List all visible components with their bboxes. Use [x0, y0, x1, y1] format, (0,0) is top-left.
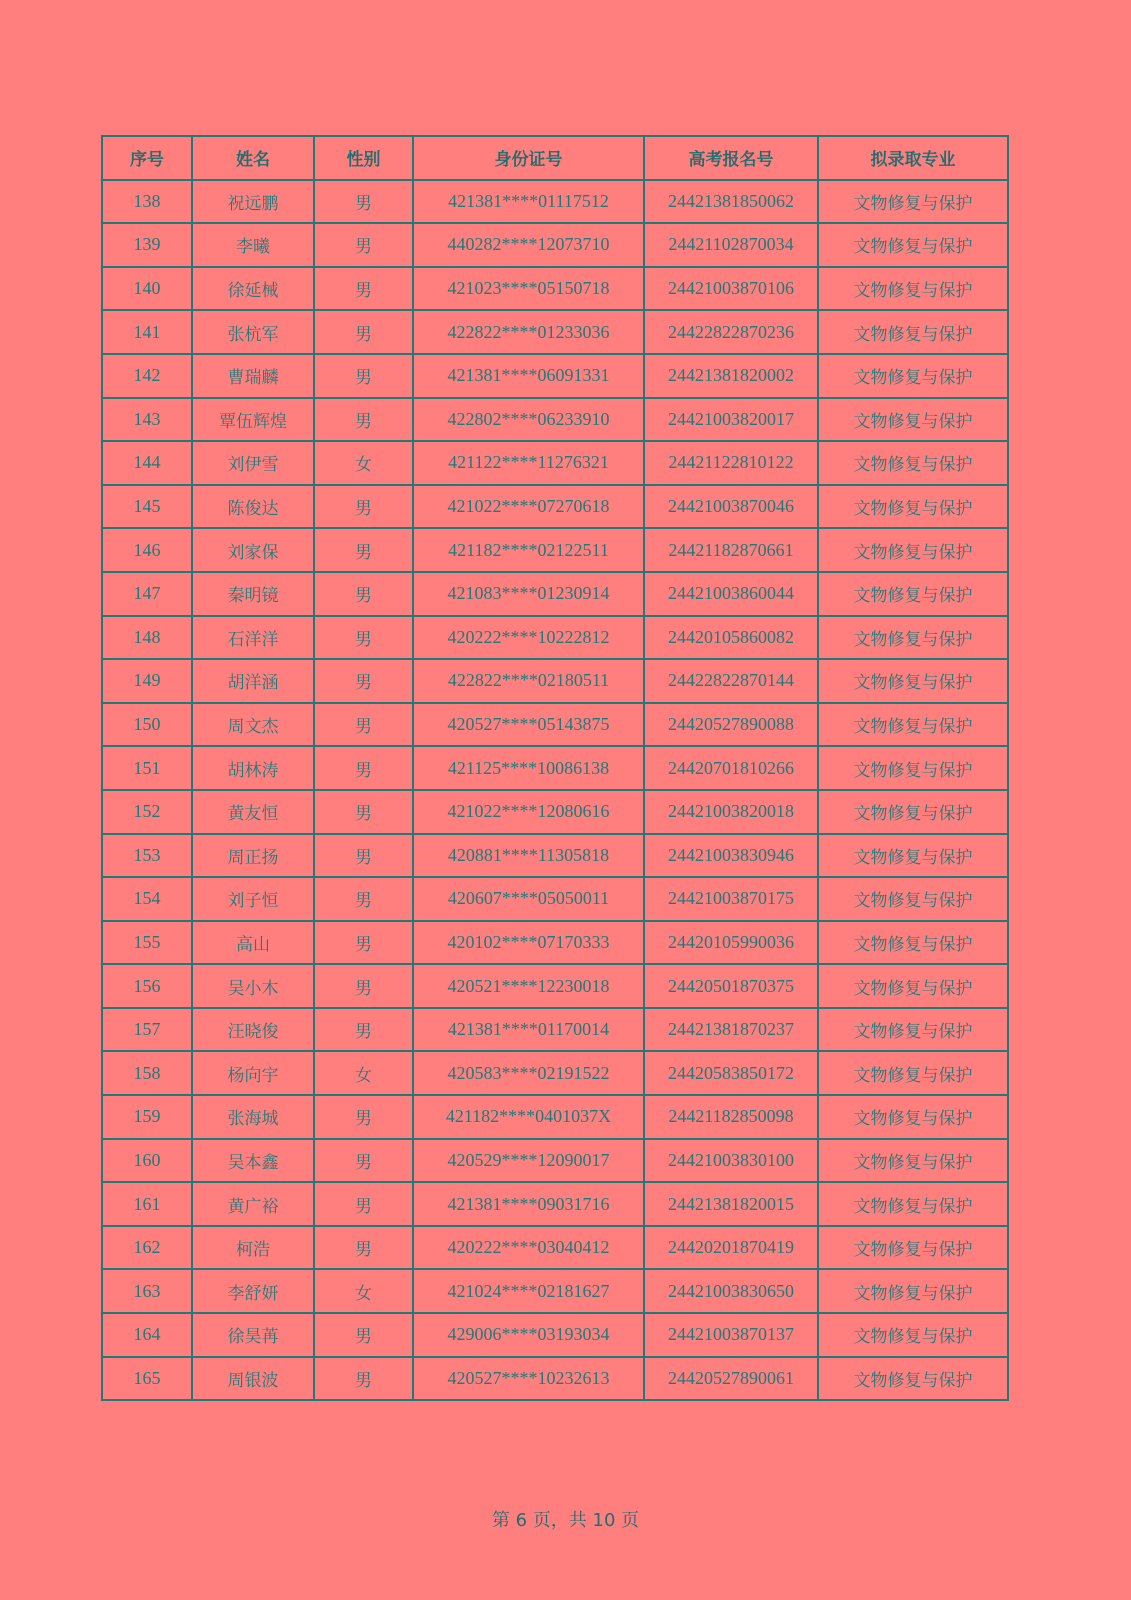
cell-exam-number: 24421003830946 — [644, 834, 818, 878]
cell-exam-number: 24420501870375 — [644, 964, 818, 1008]
cell-gender: 男 — [314, 790, 413, 834]
table-row — [102, 616, 1008, 660]
cell-id-number: 420607****05050011 — [413, 877, 644, 921]
cell-major: 文物修复与保护 — [818, 528, 1008, 572]
cell-gender: 男 — [314, 398, 413, 442]
cell-seq: 151 — [102, 746, 192, 790]
cell-major: 文物修复与保护 — [818, 1095, 1008, 1139]
table-row — [102, 572, 1008, 616]
cell-name: 杨向宇 — [192, 1051, 314, 1095]
table-row — [102, 703, 1008, 747]
cell-exam-number: 24420527890088 — [644, 703, 818, 747]
table-row — [102, 267, 1008, 311]
cell-exam-number: 24421102870034 — [644, 223, 818, 267]
cell-name: 吴本鑫 — [192, 1139, 314, 1183]
cell-gender: 男 — [314, 267, 413, 311]
header-seq: 序号 — [102, 136, 192, 180]
cell-name: 张杭军 — [192, 310, 314, 354]
cell-major: 文物修复与保护 — [818, 1139, 1008, 1183]
table-body — [102, 180, 1008, 1401]
cell-name: 周文杰 — [192, 703, 314, 747]
cell-seq: 142 — [102, 354, 192, 398]
cell-seq: 161 — [102, 1182, 192, 1226]
cell-name: 石洋洋 — [192, 616, 314, 660]
cell-major: 文物修复与保护 — [818, 485, 1008, 529]
table-row — [102, 659, 1008, 703]
cell-name: 刘家保 — [192, 528, 314, 572]
cell-major: 文物修复与保护 — [818, 703, 1008, 747]
cell-id-number: 440282****12073710 — [413, 223, 644, 267]
cell-exam-number: 24421182850098 — [644, 1095, 818, 1139]
cell-name: 刘伊雪 — [192, 441, 314, 485]
cell-seq: 141 — [102, 310, 192, 354]
cell-exam-number: 24421381870237 — [644, 1008, 818, 1052]
cell-id-number: 420529****12090017 — [413, 1139, 644, 1183]
cell-id-number: 420521****12230018 — [413, 964, 644, 1008]
cell-gender: 女 — [314, 1051, 413, 1095]
cell-exam-number: 24420201870419 — [644, 1226, 818, 1270]
cell-exam-number: 24421003830100 — [644, 1139, 818, 1183]
cell-gender: 男 — [314, 572, 413, 616]
cell-exam-number: 24421003860044 — [644, 572, 818, 616]
table-row — [102, 1226, 1008, 1270]
cell-major: 文物修复与保护 — [818, 746, 1008, 790]
header-name: 姓名 — [192, 136, 314, 180]
table-row — [102, 877, 1008, 921]
cell-major: 文物修复与保护 — [818, 921, 1008, 965]
cell-id-number: 421023****05150718 — [413, 267, 644, 311]
cell-gender: 男 — [314, 310, 413, 354]
cell-gender: 男 — [314, 1139, 413, 1183]
cell-name: 李舒妍 — [192, 1269, 314, 1313]
cell-major: 文物修复与保护 — [818, 964, 1008, 1008]
cell-exam-number: 24421003870137 — [644, 1313, 818, 1357]
cell-exam-number: 24421182870661 — [644, 528, 818, 572]
cell-name: 徐昊苒 — [192, 1313, 314, 1357]
cell-gender: 男 — [314, 659, 413, 703]
header-major: 拟录取专业 — [818, 136, 1008, 180]
table-row — [102, 354, 1008, 398]
cell-exam-number: 24422822870236 — [644, 310, 818, 354]
cell-name: 周正扬 — [192, 834, 314, 878]
cell-major: 文物修复与保护 — [818, 441, 1008, 485]
cell-name: 秦明镜 — [192, 572, 314, 616]
page-number: 第 6 页，共 10 页 — [491, 1510, 640, 1531]
cell-id-number: 421083****01230914 — [413, 572, 644, 616]
cell-gender: 男 — [314, 354, 413, 398]
cell-seq: 154 — [102, 877, 192, 921]
table-row — [102, 921, 1008, 965]
cell-seq: 152 — [102, 790, 192, 834]
cell-name: 黄广裕 — [192, 1182, 314, 1226]
cell-id-number: 421381****01117512 — [413, 180, 644, 224]
admission-table — [101, 135, 1009, 1401]
table-row — [102, 485, 1008, 529]
cell-id-number: 420222****03040412 — [413, 1226, 644, 1270]
cell-major: 文物修复与保护 — [818, 1269, 1008, 1313]
cell-seq: 155 — [102, 921, 192, 965]
table-row — [102, 834, 1008, 878]
cell-gender: 男 — [314, 746, 413, 790]
cell-id-number: 421182****0401037X — [413, 1095, 644, 1139]
cell-exam-number: 24422822870144 — [644, 659, 818, 703]
cell-major: 文物修复与保护 — [818, 354, 1008, 398]
cell-seq: 157 — [102, 1008, 192, 1052]
cell-name: 覃伍辉煌 — [192, 398, 314, 442]
cell-id-number: 421022****12080616 — [413, 790, 644, 834]
table-header — [102, 136, 1008, 180]
table-row — [102, 1139, 1008, 1183]
cell-exam-number: 24420105860082 — [644, 616, 818, 660]
cell-major: 文物修复与保护 — [818, 877, 1008, 921]
cell-name: 张海城 — [192, 1095, 314, 1139]
cell-gender: 女 — [314, 441, 413, 485]
table-row — [102, 180, 1008, 224]
table-row — [102, 1357, 1008, 1401]
cell-id-number: 420527****05143875 — [413, 703, 644, 747]
cell-major: 文物修复与保护 — [818, 1357, 1008, 1401]
cell-exam-number: 24421003870046 — [644, 485, 818, 529]
table-row — [102, 1182, 1008, 1226]
cell-gender: 男 — [314, 877, 413, 921]
cell-gender: 男 — [314, 616, 413, 660]
cell-seq: 146 — [102, 528, 192, 572]
table-row — [102, 1269, 1008, 1313]
cell-exam-number: 24420583850172 — [644, 1051, 818, 1095]
table-row — [102, 1313, 1008, 1357]
cell-name: 刘子恒 — [192, 877, 314, 921]
cell-seq: 144 — [102, 441, 192, 485]
cell-seq: 163 — [102, 1269, 192, 1313]
cell-exam-number: 24421003870175 — [644, 877, 818, 921]
cell-name: 高山 — [192, 921, 314, 965]
cell-exam-number: 24421003820017 — [644, 398, 818, 442]
cell-seq: 140 — [102, 267, 192, 311]
table-row — [102, 310, 1008, 354]
table-row — [102, 790, 1008, 834]
cell-major: 文物修复与保护 — [818, 616, 1008, 660]
cell-id-number: 422822****01233036 — [413, 310, 644, 354]
header-id-number: 身份证号 — [413, 136, 644, 180]
cell-name: 徐延械 — [192, 267, 314, 311]
cell-seq: 138 — [102, 180, 192, 224]
cell-major: 文物修复与保护 — [818, 1182, 1008, 1226]
cell-id-number: 421122****11276321 — [413, 441, 644, 485]
cell-gender: 男 — [314, 834, 413, 878]
cell-name: 祝远鹏 — [192, 180, 314, 224]
cell-exam-number: 24421122810122 — [644, 441, 818, 485]
cell-id-number: 429006****03193034 — [413, 1313, 644, 1357]
cell-major: 文物修复与保护 — [818, 1226, 1008, 1270]
cell-gender: 男 — [314, 180, 413, 224]
table-row — [102, 1095, 1008, 1139]
cell-seq: 139 — [102, 223, 192, 267]
cell-gender: 男 — [314, 528, 413, 572]
cell-id-number: 420881****11305818 — [413, 834, 644, 878]
header-row — [102, 136, 1008, 180]
cell-seq: 145 — [102, 485, 192, 529]
cell-name: 李曦 — [192, 223, 314, 267]
cell-id-number: 420583****02191522 — [413, 1051, 644, 1095]
table-row — [102, 1008, 1008, 1052]
cell-major: 文物修复与保护 — [818, 267, 1008, 311]
cell-id-number: 420102****07170333 — [413, 921, 644, 965]
cell-id-number: 421022****07270618 — [413, 485, 644, 529]
cell-id-number: 422802****06233910 — [413, 398, 644, 442]
cell-major: 文物修复与保护 — [818, 398, 1008, 442]
cell-gender: 男 — [314, 921, 413, 965]
cell-seq: 150 — [102, 703, 192, 747]
cell-id-number: 421381****06091331 — [413, 354, 644, 398]
cell-gender: 男 — [314, 964, 413, 1008]
cell-seq: 164 — [102, 1313, 192, 1357]
cell-id-number: 421381****01170014 — [413, 1008, 644, 1052]
cell-major: 文物修复与保护 — [818, 1008, 1008, 1052]
cell-major: 文物修复与保护 — [818, 572, 1008, 616]
cell-gender: 男 — [314, 1008, 413, 1052]
cell-gender: 女 — [314, 1269, 413, 1313]
header-exam-number: 高考报名号 — [644, 136, 818, 180]
cell-gender: 男 — [314, 1313, 413, 1357]
cell-seq: 158 — [102, 1051, 192, 1095]
cell-seq: 162 — [102, 1226, 192, 1270]
table-row — [102, 441, 1008, 485]
cell-seq: 147 — [102, 572, 192, 616]
cell-exam-number: 24421381820015 — [644, 1182, 818, 1226]
cell-exam-number: 24421003830650 — [644, 1269, 818, 1313]
cell-seq: 148 — [102, 616, 192, 660]
cell-id-number: 422822****02180511 — [413, 659, 644, 703]
table-row — [102, 398, 1008, 442]
cell-id-number: 421125****10086138 — [413, 746, 644, 790]
cell-gender: 男 — [314, 1357, 413, 1401]
cell-id-number: 421182****02122511 — [413, 528, 644, 572]
cell-seq: 143 — [102, 398, 192, 442]
cell-name: 曹瑞麟 — [192, 354, 314, 398]
cell-name: 吴小木 — [192, 964, 314, 1008]
cell-id-number: 421381****09031716 — [413, 1182, 644, 1226]
cell-exam-number: 24421381850062 — [644, 180, 818, 224]
cell-exam-number: 24421003820018 — [644, 790, 818, 834]
header-gender: 性别 — [314, 136, 413, 180]
cell-gender: 男 — [314, 703, 413, 747]
table-row — [102, 223, 1008, 267]
cell-exam-number: 24420527890061 — [644, 1357, 818, 1401]
cell-id-number: 421024****02181627 — [413, 1269, 644, 1313]
cell-seq: 149 — [102, 659, 192, 703]
cell-seq: 156 — [102, 964, 192, 1008]
cell-name: 周银波 — [192, 1357, 314, 1401]
cell-major: 文物修复与保护 — [818, 1051, 1008, 1095]
cell-name: 汪晓俊 — [192, 1008, 314, 1052]
cell-id-number: 420222****10222812 — [413, 616, 644, 660]
cell-id-number: 420527****10232613 — [413, 1357, 644, 1401]
cell-seq: 159 — [102, 1095, 192, 1139]
cell-major: 文物修复与保护 — [818, 834, 1008, 878]
cell-name: 黄友恒 — [192, 790, 314, 834]
cell-major: 文物修复与保护 — [818, 180, 1008, 224]
cell-major: 文物修复与保护 — [818, 310, 1008, 354]
cell-seq: 153 — [102, 834, 192, 878]
cell-major: 文物修复与保护 — [818, 1313, 1008, 1357]
cell-name: 胡洋涵 — [192, 659, 314, 703]
cell-exam-number: 24421003870106 — [644, 267, 818, 311]
table-row — [102, 746, 1008, 790]
cell-major: 文物修复与保护 — [818, 790, 1008, 834]
cell-major: 文物修复与保护 — [818, 223, 1008, 267]
cell-gender: 男 — [314, 1095, 413, 1139]
cell-gender: 男 — [314, 1182, 413, 1226]
cell-exam-number: 24420701810266 — [644, 746, 818, 790]
cell-seq: 160 — [102, 1139, 192, 1183]
cell-name: 胡林涛 — [192, 746, 314, 790]
cell-seq: 165 — [102, 1357, 192, 1401]
cell-gender: 男 — [314, 1226, 413, 1270]
table-row — [102, 528, 1008, 572]
cell-name: 陈俊达 — [192, 485, 314, 529]
table-row — [102, 1051, 1008, 1095]
cell-name: 柯浩 — [192, 1226, 314, 1270]
cell-gender: 男 — [314, 485, 413, 529]
table-row — [102, 964, 1008, 1008]
cell-exam-number: 24421381820002 — [644, 354, 818, 398]
cell-gender: 男 — [314, 223, 413, 267]
cell-major: 文物修复与保护 — [818, 659, 1008, 703]
cell-exam-number: 24420105990036 — [644, 921, 818, 965]
